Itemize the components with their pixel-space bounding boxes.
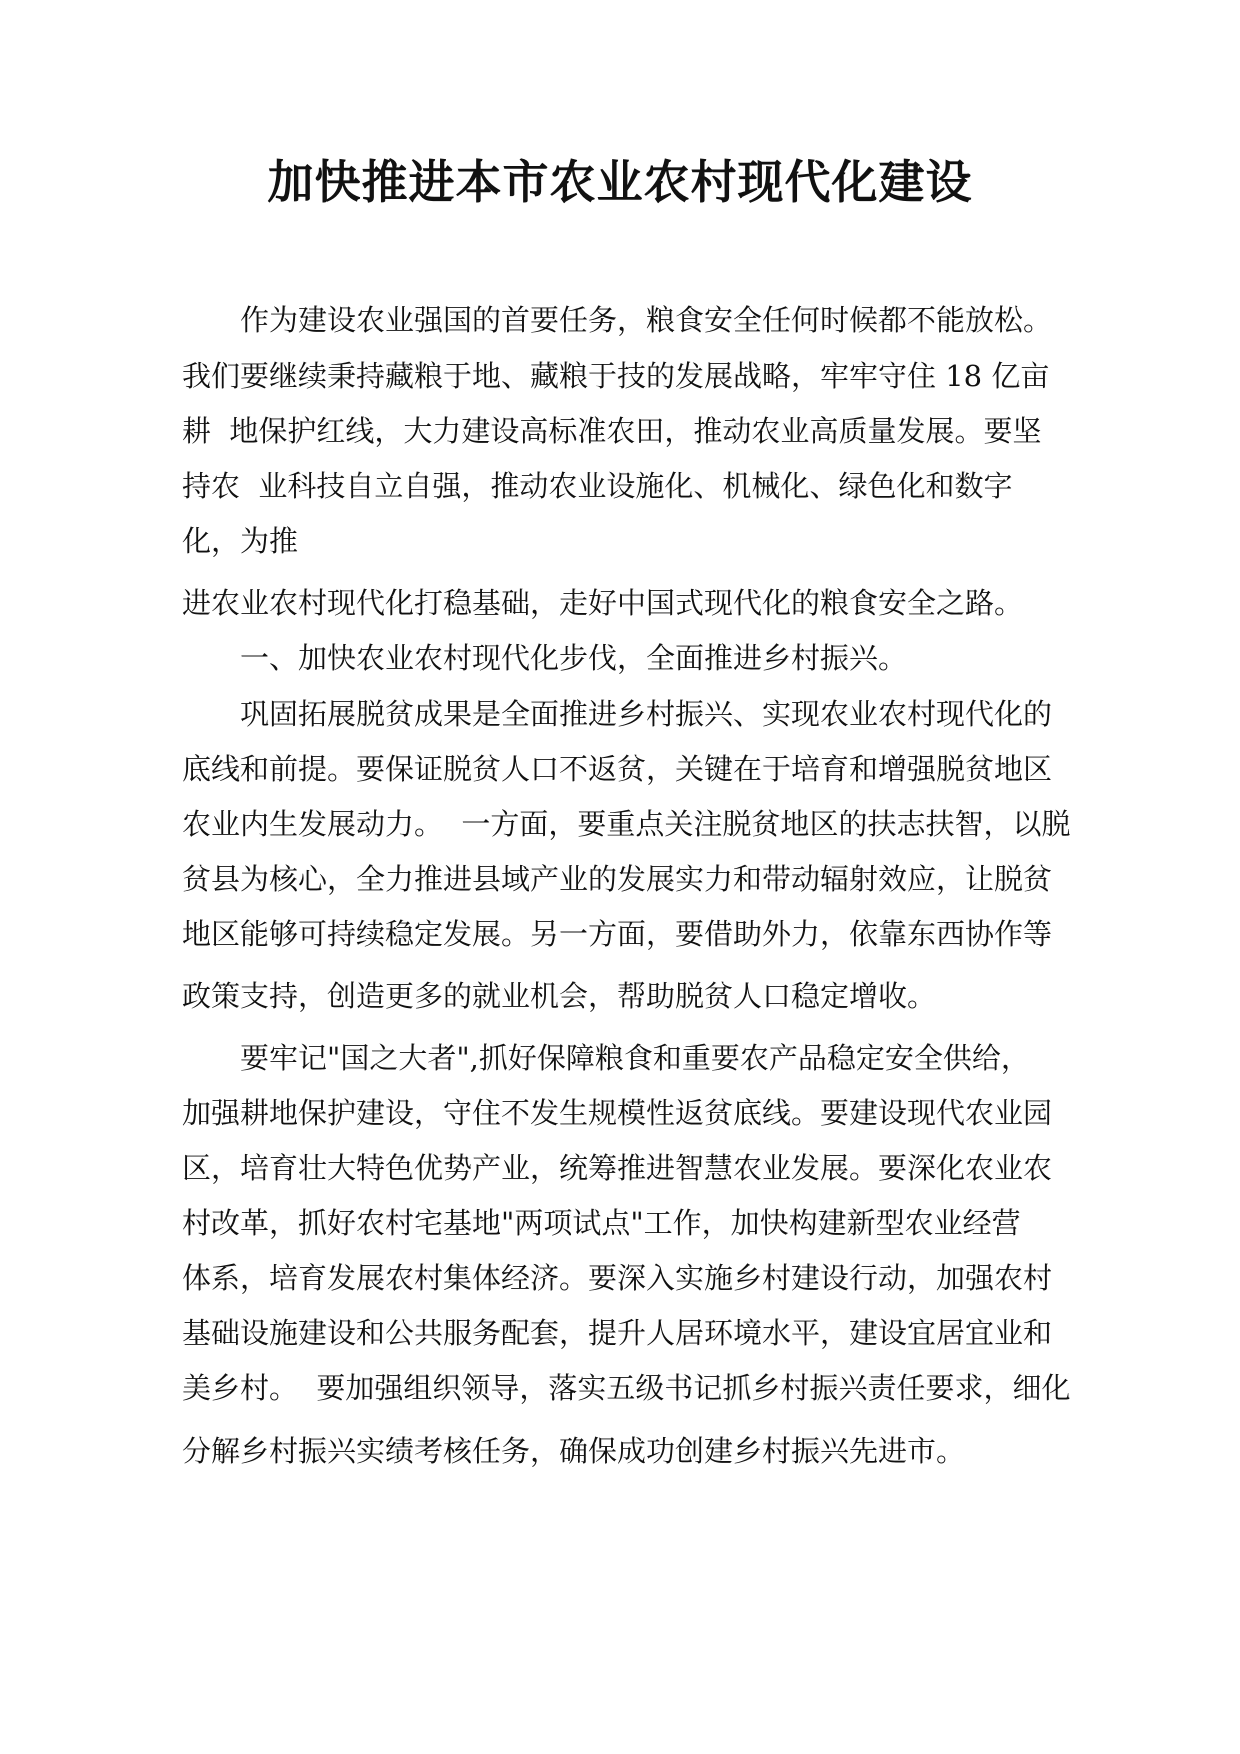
paragraph-line: 地区能够可持续稳定发展。另一方面，要借助外力，依靠东西协作等 [182,917,1053,951]
paragraph-line: 贫县为核心，全力推进县域产业的发展实力和带动辐射效应，让脱贫 [182,862,1053,896]
paragraph-line: 区，培育壮大特色优势产业，统筹推进智慧农业发展。要深化农业农 [182,1151,1053,1185]
paragraph-line: 分解乡村振兴实绩考核任务，确保成功创建乡村振兴先进市。 [182,1434,966,1468]
paragraph-line: 进农业农村现代化打稳基础，走好中国式现代化的粮食安全之路。 [182,586,1024,620]
paragraph-line: 巩固拓展脱贫成果是全面推进乡村振兴、实现农业农村现代化的 [240,697,1053,731]
paragraph-line: 要牢记"国之大者",抓好保障粮食和重要农产品稳定安全供给， [240,1041,1030,1075]
paragraph-line: 政策支持，创造更多的就业机会，帮助脱贫人口稳定增收。 [182,979,937,1013]
document-title: 加快推进本市农业农村现代化建设 [267,155,973,209]
paragraph-line: 美乡村。 要加强组织领导，落实五级书记抓乡村振兴责任要求，细化 [182,1371,1071,1405]
paragraph-line: 体系，培育发展农村集体经济。要深入实施乡村建设行动，加强农村 [182,1261,1053,1295]
paragraph-line: 加强耕地保护建设，守住不发生规模性返贫底线。要建设现代农业园 [182,1096,1053,1130]
paragraph-line: 我们要继续秉持藏粮于地、藏粮于技的发展战略，牢牢守住 18 亿亩 [182,359,1050,393]
section-heading: 一、加快农业农村现代化步伐，全面推进乡村振兴。 [240,641,908,675]
paragraph-line: 底线和前提。要保证脱贫人口不返贫，关键在于培育和增强脱贫地区 [182,752,1053,786]
paragraph-line: 化，为推 [182,524,299,558]
paragraph-line: 农业内生发展动力。 一方面，要重点关注脱贫地区的扶志扶智，以脱 [182,807,1071,841]
paragraph-line: 基础设施建设和公共服务配套，提升人居环境水平，建设宜居宜业和 [182,1316,1053,1350]
paragraph-line: 作为建设农业强国的首要任务，粮食安全任何时候都不能放松。 [240,303,1053,337]
paragraph-line: 耕 地保护红线，大力建设高标准农田，推动农业高质量发展。要坚 [182,414,1042,448]
paragraph-line: 村改革，抓好农村宅基地"两项试点"工作，加快构建新型农业经营 [182,1206,1021,1240]
paragraph-line: 持农 业科技自立自强，推动农业设施化、机械化、绿色化和数字 [182,469,1013,503]
